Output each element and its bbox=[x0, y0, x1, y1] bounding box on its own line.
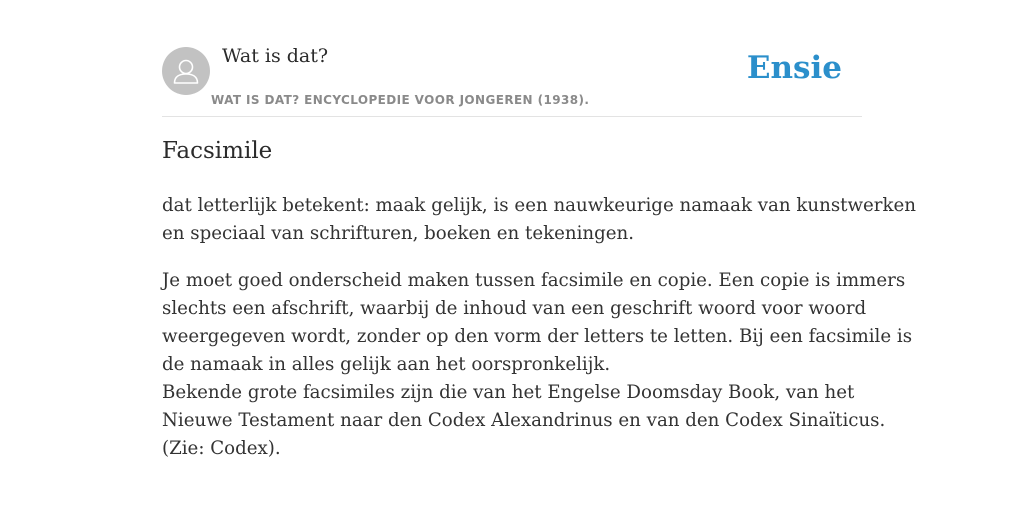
text-line: Je moet goed onderscheid maken tussen facsimile en copie. Een copie is immers bbox=[162, 270, 906, 291]
paragraph-1 bbox=[162, 192, 916, 248]
source-header bbox=[162, 0, 862, 117]
text-line: Bekende grote facsimiles zijn die van het Engelse Doomsday Book, van het bbox=[162, 382, 855, 403]
user-icon bbox=[162, 47, 210, 95]
avatar[interactable] bbox=[162, 47, 210, 95]
text-line: dat letterlijk betekent: maak gelijk, is een nauwkeurige namaak van kunstwerken bbox=[162, 195, 916, 216]
text-line: weergegeven wordt, zonder op den vorm der letters te letten. Bij een facsimile is bbox=[162, 326, 913, 347]
source-subtitle[interactable]: WAT IS DAT? ENCYCLOPEDIE VOOR JONGEREN (1938). bbox=[211, 93, 590, 107]
article-body bbox=[162, 192, 916, 482]
brand-logo[interactable]: Ensie bbox=[746, 50, 842, 86]
paragraph-2 bbox=[162, 267, 913, 463]
article-title: Facsimile bbox=[162, 138, 273, 164]
text-line: (Zie: Codex). bbox=[162, 438, 281, 459]
text-line: Nieuwe Testament naar den Codex Alexandrinus en van den Codex Sinaïticus. bbox=[162, 410, 886, 431]
text-line: en speciaal van schrifturen, boeken en tekeningen. bbox=[162, 223, 635, 244]
text-line: slechts een afschrift, waarbij de inhoud van een geschrift woord voor woord bbox=[162, 298, 867, 319]
text-line: de namaak in alles gelijk aan het oorspronkelijk. bbox=[162, 354, 611, 375]
source-title[interactable]: Wat is dat? bbox=[222, 45, 329, 67]
